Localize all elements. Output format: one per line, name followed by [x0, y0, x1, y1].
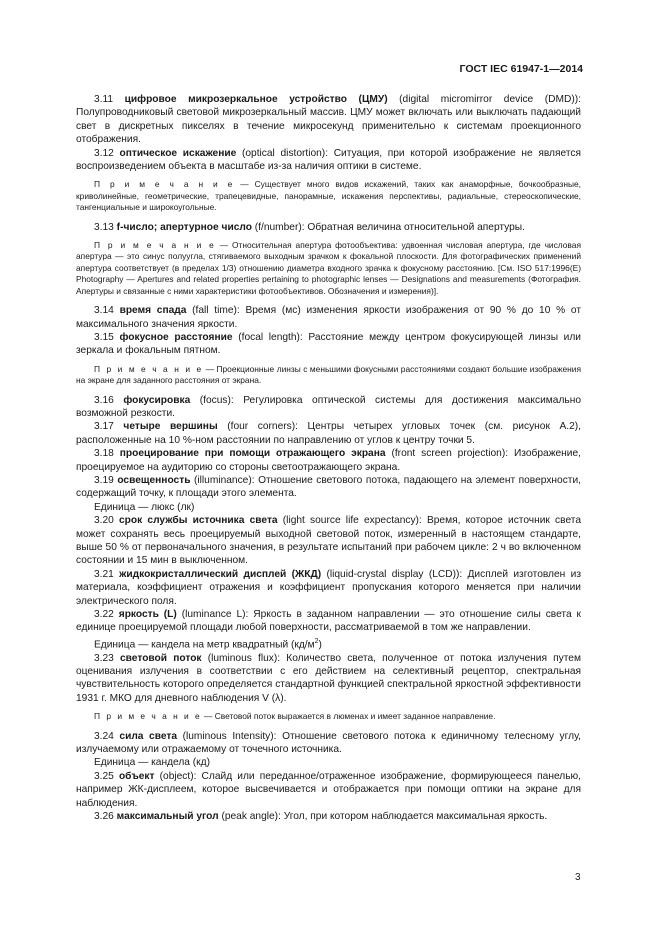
term-3-22: 3.22 яркость (L) (luminance L): Яркость в заданном направлении — это отношение силы света к единице проецируемой площади любой поверхности, рассматриваемой в том же направлении.: [76, 609, 581, 634]
term-3-19: 3.19 освещенность (illuminance): Отношение светового потока, падающего на элемент поверхности, содержащий точку, к площади этого элемента.: [76, 474, 581, 500]
document-body: [76, 93, 581, 824]
term-3-11: 3.11 цифровое микрозеркальное устройство (ЦМУ) (digital micromirror device (DMD)): Полупроводниковый световой микрозеркальный массив. ЦМУ может включать или выключать падающий свет в дискретных пикселях в течение микросекунд применительно к системам проекционного отображения.: [76, 94, 581, 146]
unit-3-19: Единица — люкс (лк): [94, 501, 195, 513]
term-3-21: 3.21 жидкокристаллический дисплей (ЖКД) (liquid-crystal display (LCD)): Дисплей изготовлен из материала, коэффициент отражения и коэффициент пропускания которого меняется при наличии электрического поля.: [76, 568, 581, 607]
term-3-26: 3.26 максимальный угол (peak angle): Угол, при котором наблюдается максимальная яркость.: [94, 811, 548, 823]
term-3-17: 3.17 четыре вершины (four corners): Центры четырех угловых точек (см. рисунок А.2), расположенные на 10 %-ном расстоянии по направлению от углов к центру точки 5.: [76, 421, 582, 446]
note-3-15: П р и м е ч а н и е — Проекционные линзы с меньшими фокусными расстояниями создают большие изображения на экране для заданного расстояния от экрана.: [76, 363, 581, 386]
term-3-20: 3.20 срок службы источника света (light source life expectancy): Время, которое источник света может сохранять весь проецируемый выходной световой поток, измеренный в настоящем стандарте, выше 50 % от первоначального значения, в результате испытаний при рабочем цикле: 2 ч во включенном состоянии и 15 мин в выключенном.: [76, 515, 581, 567]
page-number: 3: [575, 872, 581, 883]
term-3-14: 3.14 время спада (fall time): Время (мс) изменения яркости изображения от 90 % до 10 % от максимального значения яркости.: [76, 305, 581, 330]
term-3-18: 3.18 проецирование при помощи отражающего экрана (front screen projection): Изображение, проецируемое на аудиторию со стороны светоотражающего экрана.: [76, 448, 581, 473]
unit-3-24: Единица — кандела (кд): [94, 757, 210, 769]
term-3-24: 3.24 сила света (luminous Intensity): Отношение светового потока к единичному телесному углу, излучаемому или отражаемому от точечного источника.: [76, 730, 581, 756]
term-3-12: 3.12 оптическое искажение (optical distortion): Ситуация, при которой изображение не является воспроизведением объекта в масштабе из-за наличия оптики в системе.: [76, 147, 581, 173]
unit-3-22: Единица — кандела на метр квадратный $(кд/м^2)$: [94, 637, 322, 651]
note-3-23: П р и м е ч а н и е — Световой поток выражается в люменах и имеет заданное направление.: [94, 711, 496, 722]
term-3-15: 3.15 фокусное расстояние (focal length): Расстояние между центром фокусирующей линзы или зеркала и фокальным пятном.: [76, 331, 581, 357]
note-3-12: П р и м е ч а н и е — Существует много видов искажений, таких как анаморфные, бочкообразные, криволинейные, геометрические, трапецевидные, панорамные, искажения перспективы, радиальные, стереоскопические, тангенциальные и широкоугольные.: [76, 179, 581, 213]
term-3-23: 3.23 световой поток (luminous flux): Количество света, полученное от потока излучения путем оценивания излучения в соответствии с его действием на селективный рецептор, спектральная чувствительность которого определяется стандартной функцией спектральной яркостной эффективности 1931 г. МКО для дневного наблюдения V (λ).: [76, 652, 581, 704]
term-3-13: 3.13 f-число; апертурное число (f/number): Обратная величина относительной апертуры.: [94, 221, 525, 233]
note-3-13: П р и м е ч а н и е — Относительная апертура фотообъектива: удвоенная числовая апертура, где числовая апертура — это синус полуугла, стягиваемого выходным зрачком к фокальной плоскости. Для фотографических применений апертура соответствует (в пределах 1/3) отношению диаметра входного зрачка к фокусному расстоянию. [См. ISO 517:1996(E) Photography — Apertures and related properties pertaining to photographic lenses — Designations and measurements (Фотография. Апертуры и связанные с ними характеристики фотообъективов. Обозначения и измерения)].: [76, 240, 581, 296]
term-3-25: 3.25 объект (object): Слайд или переданное/отраженное изображение, формирующееся панелью, например ЖК-дисплеем, которое высвечивается и отображается при помощи оптики на экране для наблюдения.: [76, 770, 581, 809]
document-header: ГОСТ IEC 61947-1—2014: [459, 63, 583, 75]
term-3-16: 3.16 фокусировка (focus): Регулировка оптической системы для достижения максимально возможной резкости.: [76, 394, 581, 419]
